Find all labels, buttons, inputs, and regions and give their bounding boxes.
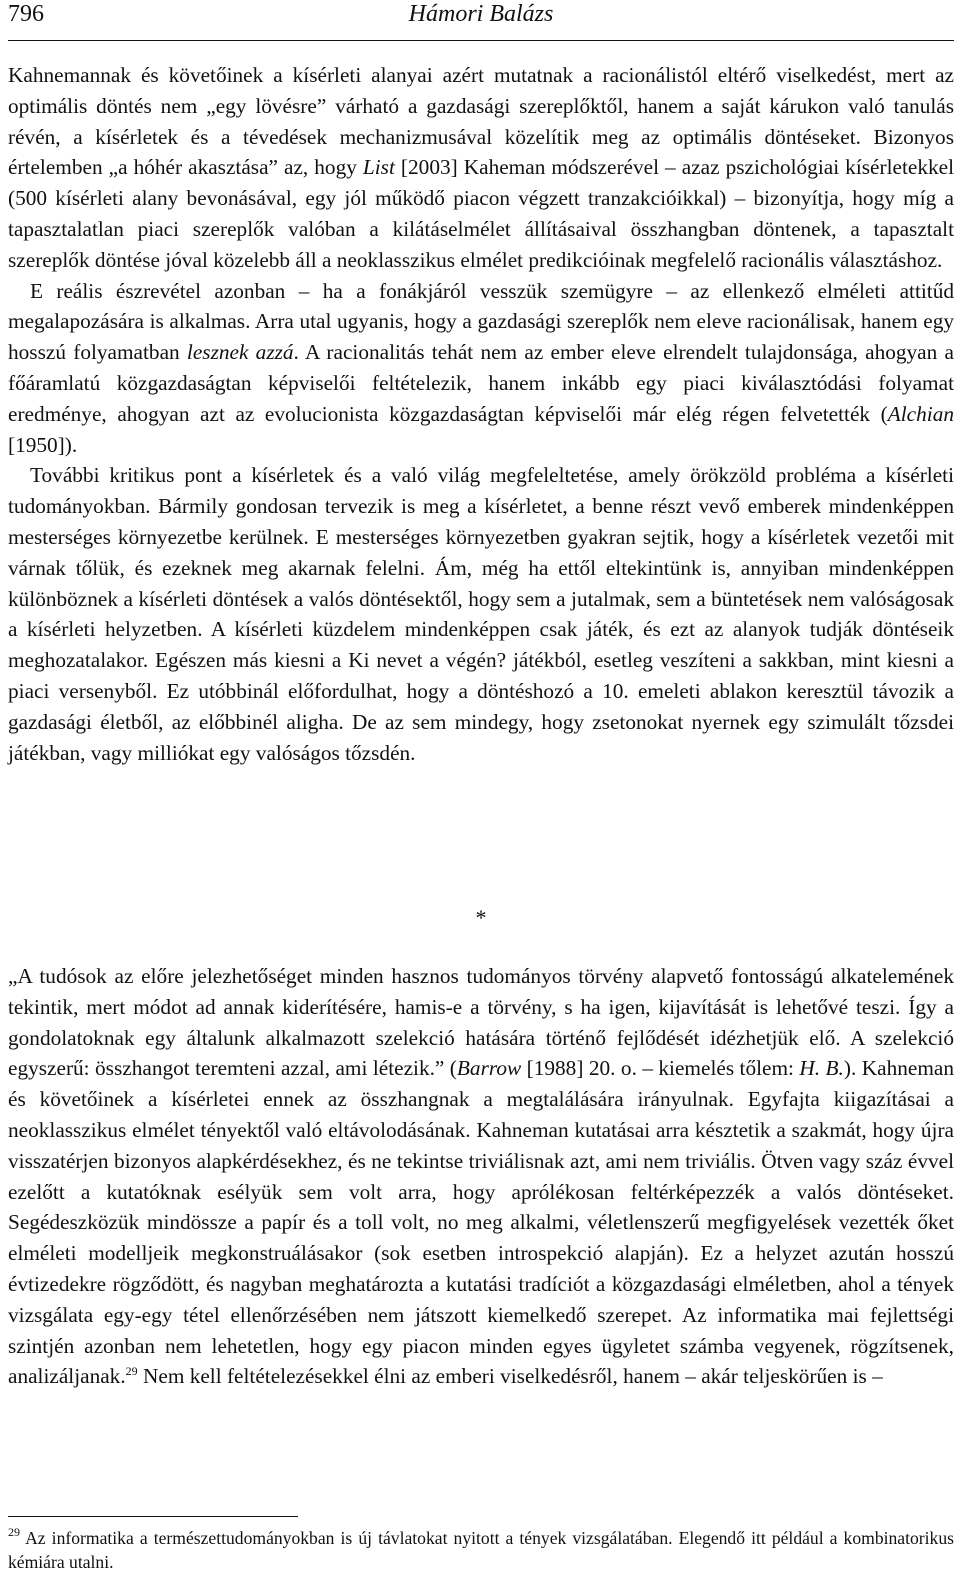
text-span: [1950]). [8, 432, 78, 457]
paragraph [8, 961, 954, 1392]
running-title: Hámori Balázs [408, 1, 554, 27]
page-header [8, 0, 954, 41]
author-initials: H. B. [799, 1056, 844, 1081]
paragraph [8, 60, 954, 276]
text-span: E reális észrevétel azonban – ha a fonákjáról vesszük szemügyre – az ellenkező elméleti attitűd megalapozására is alkalmas. Arra utal ugyanis, hogy a gazdasági szereplők nem eleve racionálisak, hanem egy hosszú folyamatban [8, 278, 954, 365]
text-span: ). Kahneman és követőinek a kísérletei ennek az összhangnak a megtalálására irányulnak. Egyfajta kiigazításai a neoklasszikus elmélet tényektől való eltávolodásának. Kahneman kutatásai arra késztetik a szakmát, hogy újra visszatérjen bizonyos alapkérdésekhez, és ne tekintse triviálisnak azt, ami nem triviális. Ötven vagy száz évvel ezelőtt a kutatóknak esélyük sem volt arra, hogy aprólékosan feltérképezzék a valós döntéseket. Segédeszközük mindössze a papír és a toll volt, no meg alkalmi, véletlenszerű megfigyelések vezették őket elméleti modelljeik megkonstruálásakor (sok esetben introspekció alapján). Ez a helyzet azután hosszú évtizedekre rögződött, és nagyban meghatározta a kutatási tradíciót a közgazdasági elméletben, ahol a tények vizsgálata egy-egy tétel ellenőrzésében nem játszott kiemelkedő szerepet. Az informatika mai fejlettségi szintjén azonban nem lehetetlen, hogy egy piacon minden egyes ügyletet számba vegyenek, rögzítsenek, analizáljanak. [8, 1056, 954, 1389]
footnote-reference[interactable]: 29 [125, 1364, 138, 1379]
paragraph [8, 276, 954, 461]
body-text-block-2 [8, 961, 954, 1392]
footnote-number: 29 [8, 1525, 20, 1539]
text-span: Nem kell feltételezésekkel élni az emberi viselkedésről, hanem – akár teljeskörűen is – [137, 1364, 883, 1389]
citation-author: Alchian [887, 401, 954, 426]
citation-author: Barrow [456, 1056, 522, 1081]
paragraph: További kritikus pont a kísérletek és a való világ megfeleltetése, amely örökzöld probléma a kísérleti tudományokban. Bármily gondosan tervezik is meg a kísérletet, a benne részt vevő emberek mindenképpen mesterséges környezetbe kerülnek. E mesterséges környezetben gyakran sejtik, hogy a kísérletek vezetői mit várnak tőlük, és ezeknek meg akarnak felelni. Ám, még ha ettől eltekintünk is, annyiban mindenképpen különböznek a kísérleti döntések a valós döntésektől, hogy sem a jutalmak, sem a büntetések nem valóságosak a kísérleti helyzetben. A kísérleti küzdelem mindenképpen csak játék, és ezt az alanyok tudják döntéseik meghozatalakor. Egészen más kiesni a Ki nevet a végén? játékból, esetleg veszíteni a sakkban, mint kiesni a piaci versenyből. Ez utóbbinál előfordulhat, hogy a döntéshozó a 10. emeleti ablakon keresztül távozik a gazdasági életből, az előbbinél aligha. De az sem mindegy, hogy zsetonokat nyernek egy szimulált tőzsdei játékban, vagy milliókat egy valóságos tőzsdén. [8, 463, 954, 765]
page-number: 796 [8, 1, 44, 27]
emphasis: lesznek azzá [186, 340, 294, 365]
quote-text: „A tudósok az előre jelezhetőséget minden hasznos tudományos törvény alapvető fontosságú alkatelemének tekintik, mert módot ad annak kiderítésére, hamis-e a törvény, s ha igen, kijavítását is lehetővé teszi. Így a gondolatoknak egy általunk alkalmazott szelekció hatására történő fejlődését idézhetjük elő. A szelekció egyszerű: összhangot teremteni azzal, ami létezik.” ( [8, 964, 954, 1081]
text-span: [2003] Kaheman módszerével – azaz pszichológiai kísérletekkel (500 kísérleti alany bevonásával, egy jól működő piacon végzett tranzakcióikkal) – bizonyítja, hogy míg a tapasztalatlan piaci szereplők valóban a kilátáselmélet állításaival összhangban döntenek, a tapasztalt szereplők döntése jóval közelebb áll a neoklasszikus elmélet predikcióinak megfelelő racionális választáshoz. [8, 155, 954, 272]
section-separator: * [475, 905, 487, 930]
text-span: [1988] 20. o. – kiemelés tőlem: [521, 1056, 800, 1081]
text-span: . A racionalitás tehát nem az ember eleve elrendelt tulajdonsága, ahogyan a főáramlatú közgazdaságtan képviselői feltételezik, hanem inkább egy piaci kiválasztódási folyamat eredménye, ahogyan azt az evolucionista közgazdaságtan képviselői már elég régen felvetették ( [8, 340, 954, 426]
footnote [8, 1526, 954, 1575]
body-text-block-1 [8, 60, 954, 768]
page [8, 0, 954, 1573]
footnote-divider [8, 1516, 298, 1517]
citation-author: List [362, 155, 395, 180]
footnote-text: Az informatika a természettudományokban is új távlatokat nyitott a tények vizsgálatában. Elegendő itt például a kombinatorikus kémiára utalni. [8, 1528, 954, 1573]
text-span: Kahnemannak és követőinek a kísérleti alanyai azért mutatnak a racionálistól eltérő viselkedést, mert az optimális döntés nem „egy lövésre” várható a gazdasági szereplőktől, hanem a saját kárukon való tanulás révén, a kísérletek és a tévedések mechanizmusával közelítik meg az optimális döntéseket. Bizonyos értelemben „a hóhér akasztása” az, hogy [8, 63, 954, 180]
